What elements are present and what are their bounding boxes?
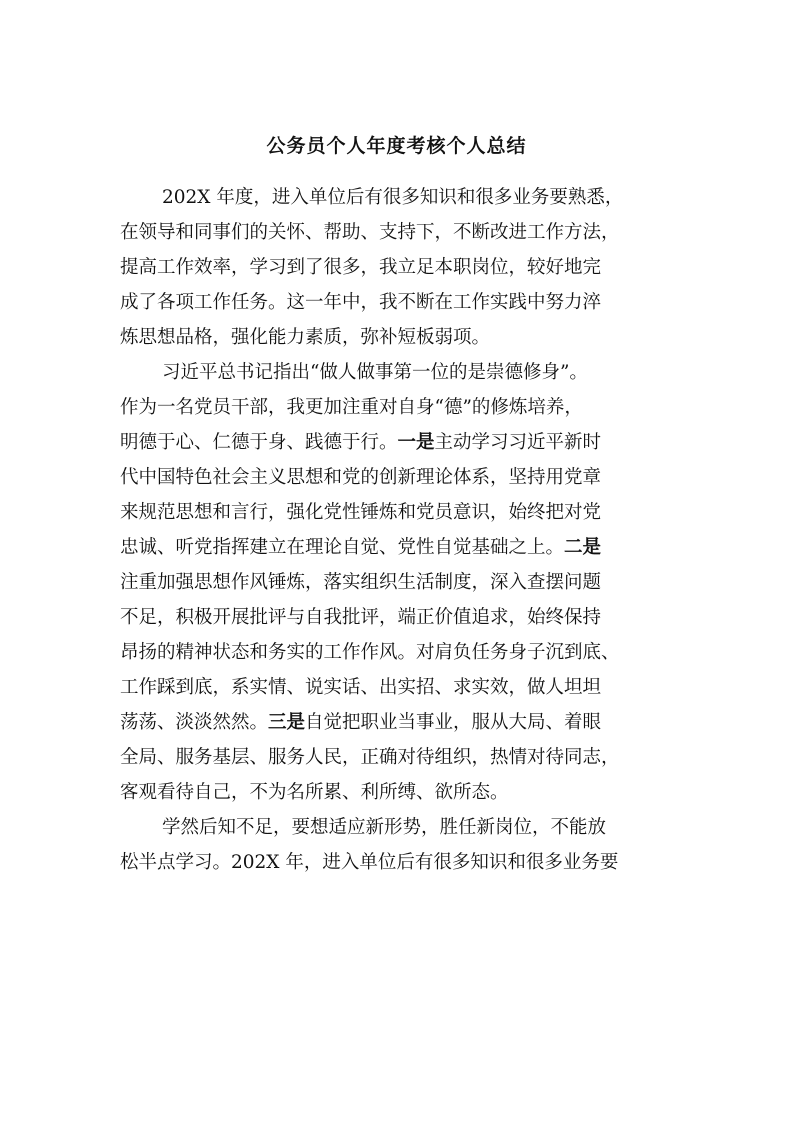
text-line: [120, 705, 676, 740]
text-line: [120, 775, 676, 810]
paragraph: [120, 355, 676, 810]
bold-marker-text: 三是: [268, 712, 306, 733]
text-run: 明德于心、仁德于身、践德于行。: [120, 432, 398, 453]
text-line: [120, 810, 676, 845]
text-run: 自觉把职业当事业，服从大局、着眼: [305, 712, 602, 733]
text-run: 工作踩到底，系实情、说实话、出实招、求实效，做人坦坦: [120, 677, 602, 698]
text-line: [120, 460, 676, 495]
text-line: [120, 355, 676, 390]
text-run: 提高工作效率，学习到了很多，我立足本职岗位，较好地完: [120, 257, 602, 278]
document-body: [120, 180, 676, 880]
text-run: 成了各项工作任务。这一年中，我不断在工作实践中努力淬: [120, 292, 602, 313]
text-line: [120, 425, 676, 460]
text-line: [120, 215, 676, 250]
text-line: [120, 285, 676, 320]
text-line: [120, 635, 676, 670]
text-run: 来规范思想和言行，强化党性锤炼和党员意识，始终把对党: [120, 502, 602, 523]
text-run: 作为一名党员干部，我更加注重对自身“德”的修炼培养，: [120, 397, 583, 418]
text-line: [120, 565, 676, 600]
text-line: [120, 530, 676, 565]
text-run: 昂扬的精神状态和务实的工作作风。对肩负任务身子沉到底、: [120, 642, 620, 663]
paragraph: [120, 810, 676, 880]
paragraph: [120, 180, 676, 355]
text-run: 202X 年度，进入单位后有很多知识和很多业务要熟悉，: [162, 187, 624, 208]
text-run: 荡荡、淡淡然然。: [120, 712, 269, 733]
text-run: 主动学习习近平新时: [434, 432, 602, 453]
text-line: [120, 180, 676, 215]
bold-marker-text: 二是: [564, 537, 602, 558]
text-run: 不足，积极开展批评与自我批评，端正价值追求，始终保持: [120, 607, 602, 628]
text-line: [120, 495, 676, 530]
text-run: 注重加强思想作风锤炼，落实组织生活制度，深入查摆问题: [120, 572, 602, 593]
text-line: [120, 670, 676, 705]
text-line: [120, 740, 676, 775]
text-run: 松半点学习。202X 年，进入单位后有很多知识和很多业务要: [120, 852, 619, 873]
text-run: 在领导和同事们的关怀、帮助、支持下，不断改进工作方法，: [120, 222, 620, 243]
text-run: 忠诚、听党指挥建立在理论自觉、党性自觉基础之上。: [120, 537, 565, 558]
text-run: 代中国特色社会主义思想和党的创新理论体系，坚持用党章: [120, 467, 602, 488]
text-run: 客观看待自己，不为名所累、利所缚、欲所态。: [120, 782, 509, 803]
document-title: 公务员个人年度考核个人总结: [266, 135, 527, 157]
text-run: 全局、服务基层、服务人民，正确对待组织，热情对待同志，: [120, 747, 620, 768]
text-run: 炼思想品格，强化能力素质，弥补短板弱项。: [120, 327, 491, 348]
text-line: [120, 600, 676, 635]
text-line: [120, 390, 676, 425]
text-line: [120, 320, 676, 355]
text-line: [120, 250, 676, 285]
bold-marker-text: 一是: [397, 432, 435, 453]
text-line: [120, 845, 676, 880]
text-run: 习近平总书记指出“做人做事第一位的是崇德修身”。: [162, 362, 588, 383]
text-run: 学然后知不足，要想适应新形势，胜任新岗位，不能放: [162, 817, 607, 838]
